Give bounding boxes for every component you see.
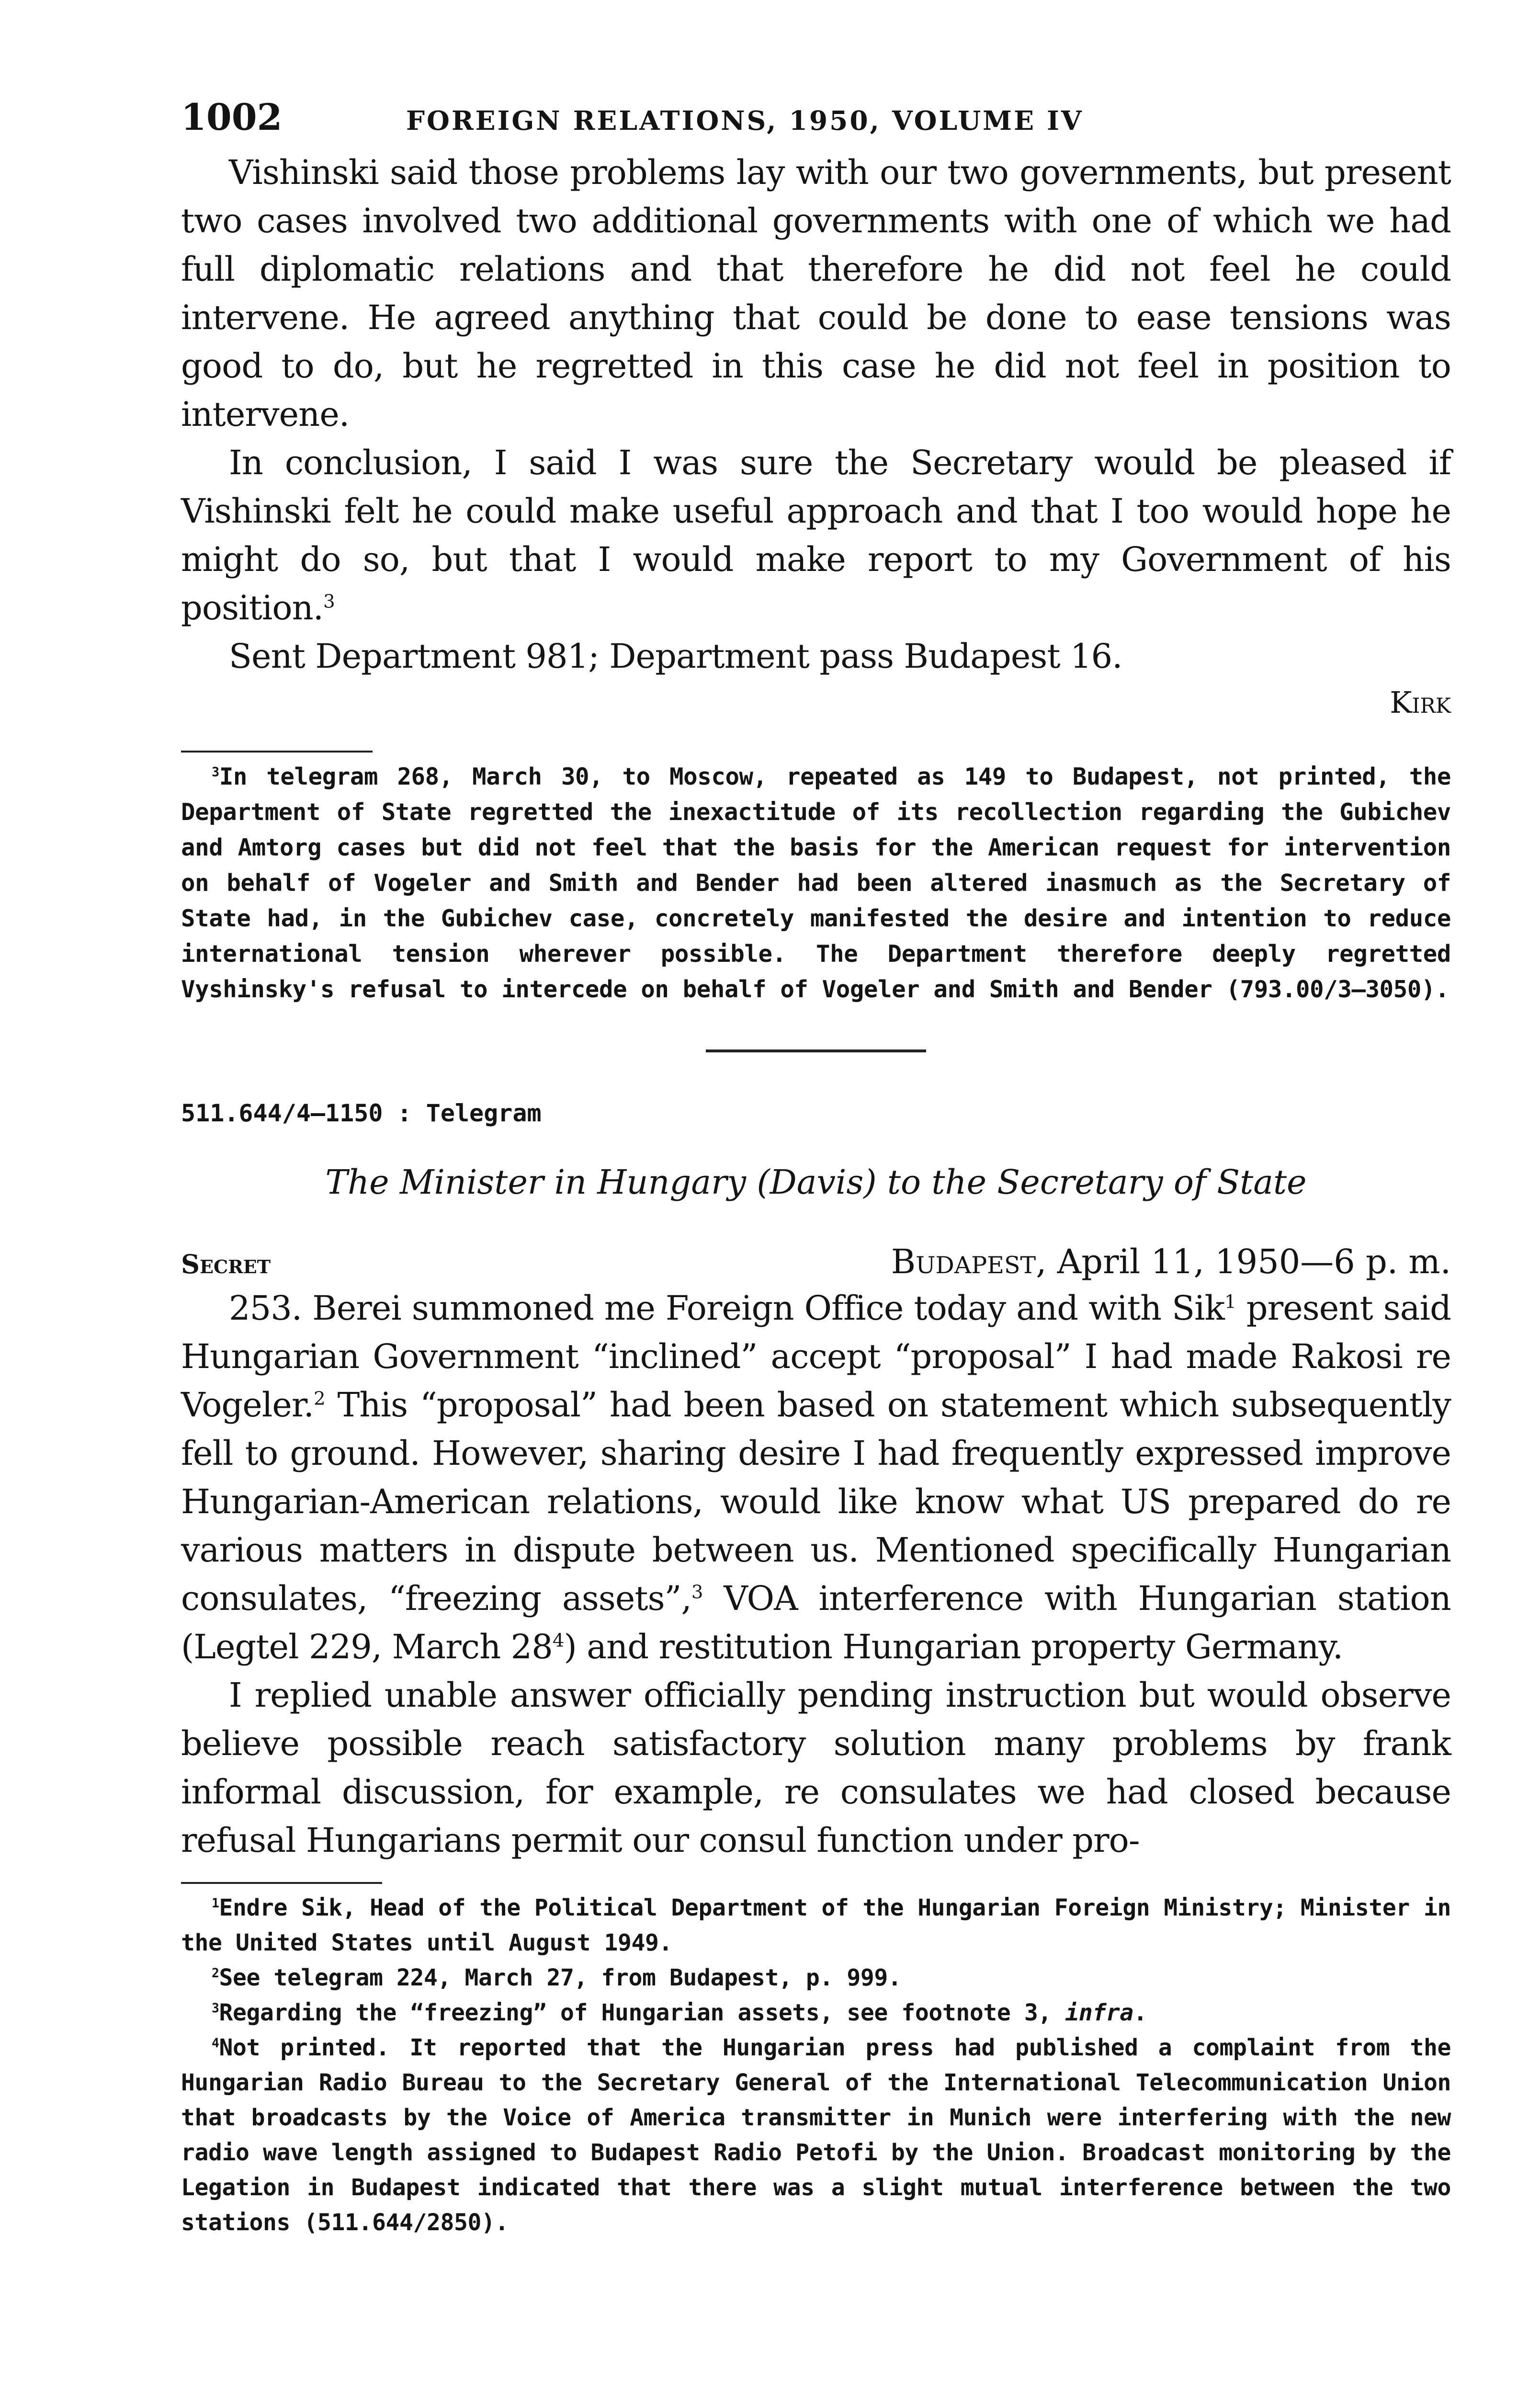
paragraph-text: In conclusion, I said I was sure the Secretary would be pleased if Vishinski felt he could make useful approach and that I too would hope he might do so, but that I would make report to my Government of his position. [181, 443, 1451, 627]
footnote-mark: 3 [212, 2001, 219, 2016]
page-number: 1002 [181, 96, 283, 138]
footnotes-section [181, 1891, 1451, 2240]
running-head [181, 96, 1451, 148]
footnotes-section [181, 759, 1451, 1007]
footnote-mark: 4 [212, 2036, 219, 2051]
footnote [181, 1891, 1451, 1961]
footnote [181, 759, 1451, 1007]
footnote [181, 1996, 1451, 2030]
footnote-reference: 4 [552, 1630, 564, 1652]
file-number: 511.644/4–1150 : Telegram [181, 1099, 542, 1127]
paragraph: Sent Department 981; Department pass Budapest 16. [229, 637, 1122, 676]
paragraph: I replied unable answer officially pending instruction but would observe believe possible reach satisfactory solution many problems by frank informal discussion, for example, re consulates we had closed because refusal Hungarians permit our consul function under pro- [181, 1676, 1451, 1860]
footnote-italic: infra [1065, 1999, 1133, 2026]
footnote-text: Not printed. It reported that the Hungarian press had published a complaint from the Hungarian Radio Bureau to the Secretary General of the International Telecommunication Union that broadcasts by the Voice of America transmitter in Munich were interfering with the new radio wave length assigned to Budapest Radio Petofi by the Union. Broadcast monitoring by the Legation in Budapest indicated that there was a slight mutual interference between the two stations (511.644/2850). [181, 2034, 1451, 2236]
footnote [181, 2030, 1451, 2240]
place-date [891, 1242, 1451, 1281]
davis-telegram-body [181, 1284, 1451, 1865]
classification-label: Secret [181, 1249, 271, 1279]
footnote-reference: 1 [1224, 1291, 1236, 1313]
text-run: VOA interference with Hungarian station (Legtel 229, March 28 [181, 1579, 1451, 1666]
footnote-reference: 3 [691, 1581, 703, 1603]
footnote-rule [181, 751, 373, 753]
footnote-reference: 2 [314, 1388, 325, 1410]
footnote-reference: 3 [323, 591, 335, 613]
paragraph [181, 1284, 1451, 1671]
footnote-mark: 2 [212, 1966, 219, 1981]
text-run: 253. Berei summoned me Foreign Office today and with Sik [229, 1289, 1225, 1328]
footnote-mark: 3 [212, 764, 219, 780]
footnote-text-end: . [1133, 1999, 1147, 2026]
section-divider [706, 1049, 926, 1052]
text-run: present said Hungarian Government “inclined” accept “proposal” I had made Rakosi re Vogeler. [181, 1289, 1451, 1425]
signature: Kirk [1390, 685, 1451, 720]
footnote-text: Regarding the “freezing” of Hungarian assets, see footnote 3, [219, 1999, 1065, 2026]
footnote-text: See telegram 224, March 27, from Budapest, p. 999. [219, 1964, 902, 1991]
document-title: The Minister in Hungary (Davis) to the Secretary of State [325, 1163, 1307, 1202]
paragraph [181, 439, 1451, 632]
footnote-rule [181, 1882, 382, 1884]
city: Budapest [891, 1242, 1036, 1281]
footnote-text: In telegram 268, March 30, to Moscow, repeated as 149 to Budapest, not printed, the Department of State regretted the inexactitude of its recollection regarding the Gubichev and Amtorg cases but did not feel that the basis for the American request for intervention on behalf of Vogeler and Smith and Bender had been altered inasmuch as the Secretary of State had, in the Gubichev case, concretely manifested the desire and intention to reduce international tension wherever possible. The Department therefore deeply regretted Vyshinsky's refusal to intercede on behalf of Vogeler and Smith and Bender (793.00/3–3050). [181, 763, 1451, 1003]
footnote-mark: 1 [212, 1896, 219, 1911]
footnote [181, 1961, 1451, 1996]
running-title: FOREIGN RELATIONS, 1950, VOLUME IV [406, 105, 1084, 136]
footnote-text: Endre Sik, Head of the Political Department of the Hungarian Foreign Ministry; Minister in the United States until August 1949. [181, 1894, 1451, 1956]
dateline [181, 1242, 1451, 1281]
text-run: ) and restitution Hungarian property Germany. [564, 1627, 1343, 1666]
text-run: This “proposal” had been based on statement which subsequently fell to ground. However, sharing desire I had frequently expressed improve Hungarian-American relations, would like know what US prepared do re various matters in dispute between us. Mentioned specifically Hungarian consulates, “freezing assets”, [181, 1385, 1451, 1618]
date: , April 11, 1950—6 p. m. [1036, 1242, 1451, 1281]
document-page [181, 96, 1451, 2240]
kirk-telegram-continuation [181, 148, 1451, 681]
paragraph: Vishinski said those problems lay with our two governments, but present two cases involved two additional governments with one of which we had full diplomatic relations and that therefore he did not feel he could intervene. He agreed anything that could be done to ease tensions was good to do, but he regretted in this case he did not feel in position to intervene. [181, 153, 1451, 434]
